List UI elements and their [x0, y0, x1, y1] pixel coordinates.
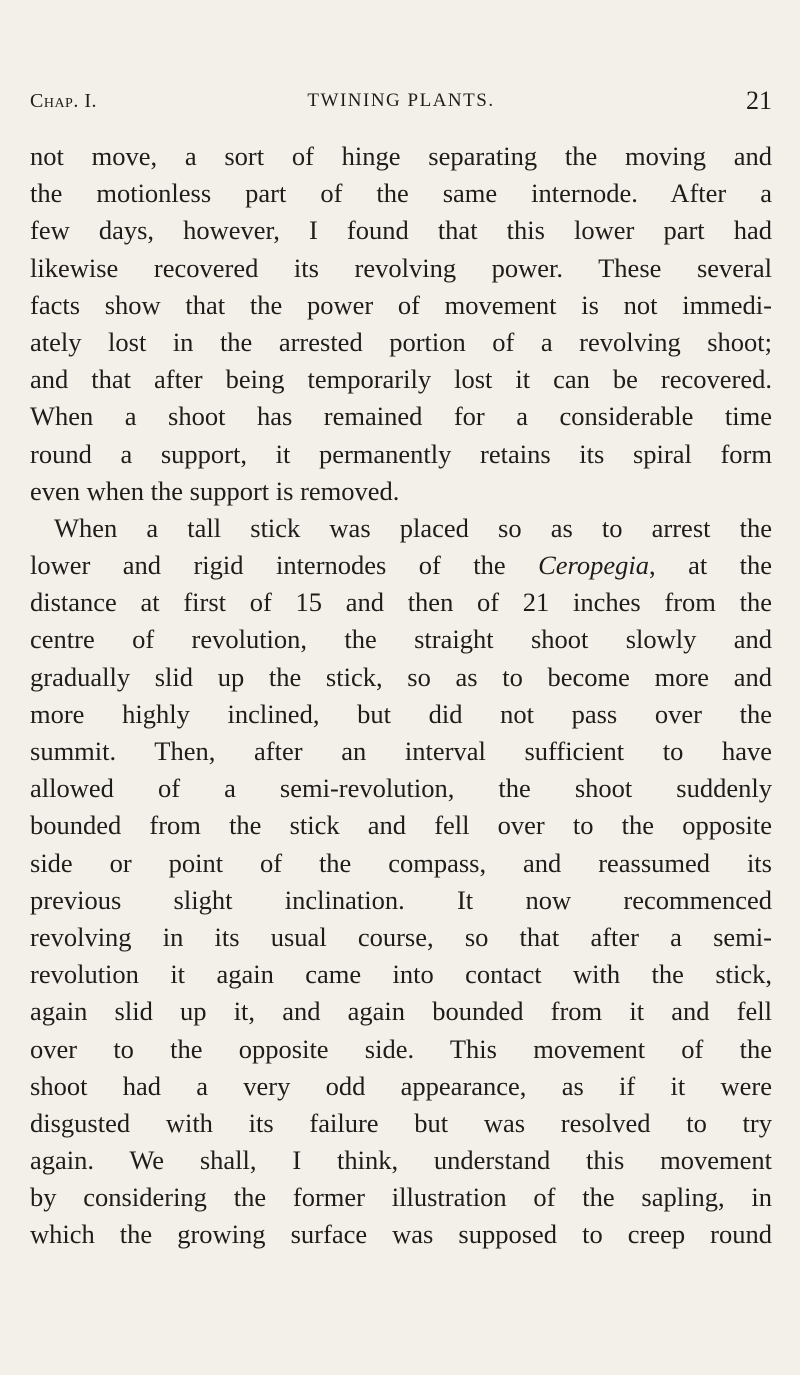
text-line: by considering the former illustration of the sapling, in — [30, 1182, 772, 1213]
text-line: ately lost in the arrested portion of a revolving shoot; — [30, 326, 772, 357]
text-line: gradually slid up the stick, so as to become more and — [30, 661, 772, 692]
text-line: When a shoot has remained for a considerable time — [30, 401, 772, 432]
body-text — [30, 138, 772, 1254]
text-line: not move, a sort of hinge separating the moving and — [30, 141, 772, 171]
text-line: again. We shall, I think, understand this movement — [30, 1145, 772, 1176]
text-line: facts show that the power of movement is not immedi- — [30, 289, 772, 320]
text-line: shoot had a very odd appearance, as if it were — [30, 1070, 772, 1101]
text-line: lower and rigid internodes of the Ceropegia, at the — [30, 550, 772, 581]
chapter-label: Chap. I. — [30, 90, 98, 112]
text-line: even when the support is removed. — [30, 475, 400, 506]
text-line: revolving in its usual course, so that after a semi- — [30, 921, 772, 952]
text-line: distance at first of 15 and then of 21 inches from the — [30, 587, 772, 618]
text-line: bounded from the stick and fell over to the opposite — [30, 810, 772, 841]
text-line: disgusted with its failure but was resolved to try — [30, 1107, 772, 1138]
text-line: When a tall stick was placed so as to arrest the — [54, 512, 772, 543]
text-line: revolution it again came into contact with the stick, — [30, 959, 772, 990]
text-line: likewise recovered its revolving power. These several — [30, 252, 772, 283]
text-line: centre of revolution, the straight shoot slowly and — [30, 624, 772, 655]
text-line: few days, however, I found that this lower part had — [30, 215, 772, 246]
text-line: allowed of a semi-revolution, the shoot suddenly — [30, 773, 772, 804]
text-line: summit. Then, after an interval sufficient to have — [30, 736, 772, 766]
page-number: 21 — [746, 86, 772, 115]
text-line: over to the opposite side. This movement of the — [30, 1033, 772, 1064]
page-title: TWINING PLANTS. — [307, 90, 495, 111]
text-line: and that after being temporarily lost it can be recovered. — [30, 364, 772, 395]
text-line: side or point of the compass, and reassumed its — [30, 847, 772, 878]
text-line: previous slight inclination. It now recommenced — [30, 884, 772, 915]
running-head — [30, 86, 772, 126]
text-line: more highly inclined, but did not pass over the — [30, 698, 772, 729]
text-line: the motionless part of the same internode. After a — [30, 178, 772, 209]
text-line: again slid up it, and again bounded from it and fell — [30, 996, 772, 1027]
text-line: round a support, it permanently retains its spiral form — [30, 438, 772, 469]
text-line: which the growing surface was supposed to creep round — [30, 1219, 772, 1250]
